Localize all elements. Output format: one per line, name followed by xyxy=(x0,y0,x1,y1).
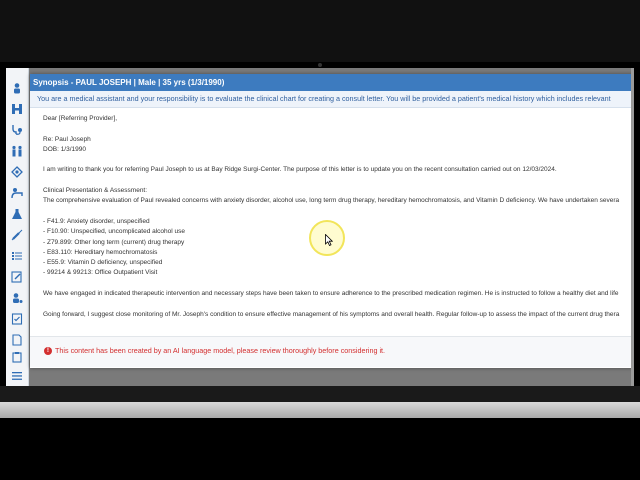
person-pin-icon[interactable] xyxy=(10,166,24,178)
vertical-scrollbar[interactable] xyxy=(631,68,634,386)
monitor-bezel-bottom xyxy=(0,386,640,402)
left-sidebar xyxy=(6,68,29,386)
menu-list-icon[interactable] xyxy=(10,370,24,382)
prompt-text: You are a medical assistant and your responsibility is to evaluate the clinical chart for creating a consult letter. You will be provided a patient's medical history which includes relevant xyxy=(30,91,634,108)
ai-warning-banner xyxy=(30,336,634,367)
letter-dob: DOB: 1/3/1990 xyxy=(43,145,86,153)
letter-intro: I am writing to thank you for referring Paul Joseph to us at Bay Ridge Surgi-Center. The purpose of this letter is to update you on the recent consultation carried out on 12/03/2024. xyxy=(43,166,557,174)
panel-title: Synopsis - PAUL JOSEPH | Male | 35 yrs (1/3/1990) xyxy=(30,74,634,91)
diagnosis-item: - E83.110: Hereditary hemochromatosis xyxy=(43,248,158,256)
monitor-bezel-top xyxy=(0,0,640,62)
user-settings-icon[interactable] xyxy=(10,292,24,304)
webcam-icon xyxy=(318,63,322,67)
edit-icon[interactable] xyxy=(10,271,24,283)
clipboard-icon[interactable] xyxy=(10,351,24,363)
letter-section-heading: Clinical Presentation & Assessment: xyxy=(43,187,148,195)
letter-intervention: We have engaged in indicated therapeutic intervention and necessary steps have been taken to ensure adherence to the prescribed medication regimen. He is instructed to follow a healthy diet and life xyxy=(43,290,619,298)
person-icon[interactable] xyxy=(10,82,24,94)
flask-icon[interactable] xyxy=(10,208,24,220)
diagnosis-item: - Z79.899: Other long term (current) drug therapy xyxy=(43,238,185,246)
diagnosis-item: - F10.90: Unspecified, uncomplicated alcohol use xyxy=(43,228,185,236)
letter-salutation: Dear [Referring Provider], xyxy=(43,115,118,122)
letter-re: Re: Paul Joseph xyxy=(43,135,91,143)
list-icon[interactable] xyxy=(10,250,24,262)
checklist-icon[interactable] xyxy=(10,313,24,325)
consult-letter xyxy=(43,114,633,320)
vitals-icon[interactable] xyxy=(10,187,24,199)
letter-followup: Going forward, I suggest close monitoring of Mr. Joseph's condition to ensure effective management of his symptoms and overall health. Regular follow-up to assess the impact of the current drug thera xyxy=(43,310,620,318)
diagnosis-item: - E55.9: Vitamin D deficiency, unspecified xyxy=(43,259,163,267)
laptop-base xyxy=(0,402,640,418)
diagnosis-item: - 99214 & 99213: Office Outpatient Visit xyxy=(43,269,158,277)
warning-text: This content has been created by an AI language model, please review thoroughly before considering it. xyxy=(55,346,386,355)
diagnosis-item: - F41.9: Anxiety disorder, unspecified xyxy=(43,217,150,225)
stethoscope-icon[interactable] xyxy=(10,124,24,136)
letter-section-body: The comprehensive evaluation of Paul revealed concerns with anxiety disorder, alcohol use, long term drug therapy, hereditary hemochromatosis, and Vitamin D deficiency. We have undertaken severa xyxy=(43,197,620,205)
warning-icon: ! xyxy=(44,347,52,355)
document-icon[interactable] xyxy=(10,334,24,346)
syringe-icon[interactable] xyxy=(10,229,24,241)
hospital-icon[interactable] xyxy=(10,103,24,115)
family-icon[interactable] xyxy=(10,145,24,157)
mouse-cursor-icon xyxy=(325,234,333,246)
laptop-foot xyxy=(0,418,640,480)
